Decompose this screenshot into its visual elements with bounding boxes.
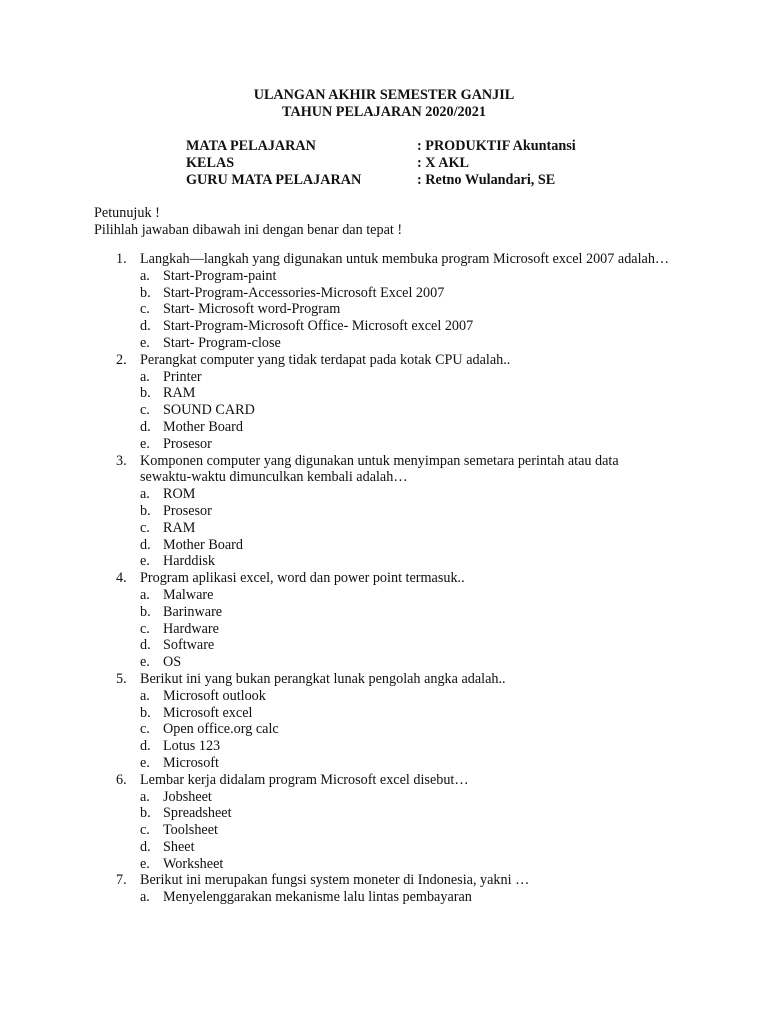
option-text: Malware: [163, 586, 214, 603]
option-text: Prosesor: [163, 435, 212, 452]
question-number: 5.: [116, 670, 127, 687]
answer-option: [0, 822, 768, 839]
option-letter: d.: [140, 738, 151, 755]
option-text: Harddisk: [163, 553, 216, 570]
instructions: [94, 205, 402, 239]
question-text: Berikut ini yang bukan perangkat lunak pengolah angka adalah..: [140, 670, 506, 687]
answer-option: [0, 738, 768, 755]
info-label: KELAS: [186, 155, 235, 171]
option-list: [0, 486, 768, 570]
option-text: Prosesor: [163, 502, 212, 519]
answer-option: [0, 402, 768, 419]
option-letter: c.: [140, 402, 150, 419]
info-row-class: [186, 155, 576, 172]
question-text: Berikut ini merupakan fungsi system moneter di Indonesia, yakni …: [140, 872, 530, 889]
answer-option: [0, 705, 768, 722]
option-letter: a.: [140, 687, 150, 704]
answer-option: [0, 318, 768, 335]
option-text: Sheet: [163, 838, 195, 855]
answer-option: [0, 839, 768, 856]
option-text: Printer: [163, 368, 202, 385]
option-letter: c.: [140, 519, 150, 536]
option-text: Spreadsheet: [163, 805, 232, 822]
option-text: Microsoft: [163, 754, 219, 771]
option-letter: d.: [140, 838, 151, 855]
option-text: Start-Program-paint: [163, 267, 277, 284]
answer-option: [0, 805, 768, 822]
option-letter: b.: [140, 603, 151, 620]
answer-option: [0, 587, 768, 604]
exam-info-block: [186, 138, 576, 189]
info-row-subject: [186, 138, 576, 155]
question-item: [0, 251, 768, 352]
question-text: Lembar kerja didalam program Microsoft excel disebut…: [140, 771, 469, 788]
answer-option: [0, 688, 768, 705]
info-row-teacher: [186, 172, 576, 189]
answer-option: [0, 621, 768, 638]
answer-option: [0, 385, 768, 402]
question-item: [0, 352, 768, 453]
option-text: Hardware: [163, 620, 219, 637]
answer-option: [0, 553, 768, 570]
instructions-text: Pilihlah jawaban dibawah ini dengan benar dan tepat !: [94, 222, 403, 238]
option-letter: e.: [140, 334, 150, 351]
question-number: 3.: [116, 452, 127, 469]
info-value: : Retno Wulandari, SE: [417, 172, 556, 188]
question-number: 7.: [116, 872, 127, 889]
option-list: [0, 369, 768, 453]
option-text: Start-Program-Microsoft Office- Microsoft excel 2007: [163, 318, 474, 335]
option-letter: e.: [140, 754, 150, 771]
question-number: 2.: [116, 351, 127, 368]
option-text: Jobsheet: [163, 788, 212, 805]
option-letter: c.: [140, 301, 150, 318]
option-text: Toolsheet: [163, 822, 218, 839]
option-letter: a.: [140, 586, 150, 603]
option-letter: e.: [140, 855, 150, 872]
option-letter: e.: [140, 654, 150, 671]
option-letter: b.: [140, 704, 151, 721]
option-list: [0, 889, 768, 906]
option-text: RAM: [163, 385, 196, 402]
option-text: Start- Microsoft word-Program: [163, 301, 341, 318]
question-number: 4.: [116, 570, 127, 587]
option-text: OS: [163, 654, 182, 671]
question-item: [0, 671, 768, 772]
instructions-title: Petunujuk !: [94, 205, 160, 221]
option-letter: b.: [140, 385, 151, 402]
option-letter: a.: [140, 788, 150, 805]
question-number: 6.: [116, 771, 127, 788]
option-text: Lotus 123: [163, 738, 221, 755]
question-item: [0, 772, 768, 873]
info-label: MATA PELAJARAN: [186, 138, 316, 154]
option-letter: d.: [140, 536, 151, 553]
option-text: Open office.org calc: [163, 721, 279, 738]
answer-option: [0, 335, 768, 352]
option-letter: a.: [140, 368, 150, 385]
answer-option: [0, 503, 768, 520]
exam-title: ULANGAN AKHIR SEMESTER GANJIL: [253, 87, 515, 103]
answer-option: [0, 301, 768, 318]
answer-option: [0, 520, 768, 537]
option-text: Worksheet: [163, 855, 224, 872]
option-letter: a.: [140, 267, 150, 284]
answer-option: [0, 436, 768, 453]
question-text: Komponen computer yang digunakan untuk menyimpan semetara perintah atau data sewaktu-waktu dimunculkan kembali adalah…: [140, 452, 619, 486]
answer-option: [0, 889, 768, 906]
option-text: Mother Board: [163, 418, 243, 435]
option-text: Mother Board: [163, 536, 243, 553]
exam-header: [0, 87, 768, 121]
option-letter: e.: [140, 435, 150, 452]
info-label: GURU MATA PELAJARAN: [186, 172, 362, 188]
answer-option: [0, 486, 768, 503]
question-text: Program aplikasi excel, word dan power point termasuk..: [140, 570, 465, 587]
answer-option: [0, 419, 768, 436]
question-item: [0, 872, 768, 906]
answer-option: [0, 604, 768, 621]
option-letter: d.: [140, 418, 151, 435]
option-letter: c.: [140, 721, 150, 738]
option-text: RAM: [163, 519, 196, 536]
option-text: Start-Program-Accessories-Microsoft Excel 2007: [163, 284, 445, 301]
answer-option: [0, 755, 768, 772]
answer-option: [0, 654, 768, 671]
question-item: [0, 453, 768, 571]
option-text: Software: [163, 637, 215, 654]
option-text: Menyelenggarakan mekanisme lalu lintas pembayaran: [163, 889, 472, 906]
question-list: [0, 251, 768, 906]
answer-option: [0, 285, 768, 302]
answer-option: [0, 637, 768, 654]
info-value: : PRODUKTIF Akuntansi: [417, 138, 576, 154]
answer-option: [0, 537, 768, 554]
answer-option: [0, 268, 768, 285]
option-letter: d.: [140, 318, 151, 335]
option-letter: d.: [140, 637, 151, 654]
option-letter: a.: [140, 889, 150, 906]
option-letter: b.: [140, 284, 151, 301]
option-text: ROM: [163, 486, 196, 503]
option-text: SOUND CARD: [163, 402, 255, 419]
option-text: Barinware: [163, 603, 223, 620]
option-list: [0, 587, 768, 671]
answer-option: [0, 856, 768, 873]
option-letter: c.: [140, 620, 150, 637]
option-text: Microsoft excel: [163, 704, 253, 721]
answer-option: [0, 369, 768, 386]
option-letter: b.: [140, 502, 151, 519]
question-text: Langkah—langkah yang digunakan untuk membuka program Microsoft excel 2007 adalah…: [140, 251, 670, 267]
question-text: Perangkat computer yang tidak terdapat pada kotak CPU adalah..: [140, 351, 511, 368]
answer-option: [0, 789, 768, 806]
option-text: Microsoft outlook: [163, 687, 266, 704]
option-list: [0, 688, 768, 772]
academic-year: TAHUN PELAJARAN 2020/2021: [282, 104, 486, 120]
option-letter: e.: [140, 553, 150, 570]
answer-option: [0, 721, 768, 738]
option-list: [0, 789, 768, 873]
option-text: Start- Program-close: [163, 334, 281, 351]
option-list: [0, 268, 768, 352]
option-letter: a.: [140, 486, 150, 503]
option-letter: c.: [140, 822, 150, 839]
question-item: [0, 570, 768, 671]
question-number: 1.: [116, 251, 127, 267]
info-value: : X AKL: [417, 155, 470, 171]
option-letter: b.: [140, 805, 151, 822]
